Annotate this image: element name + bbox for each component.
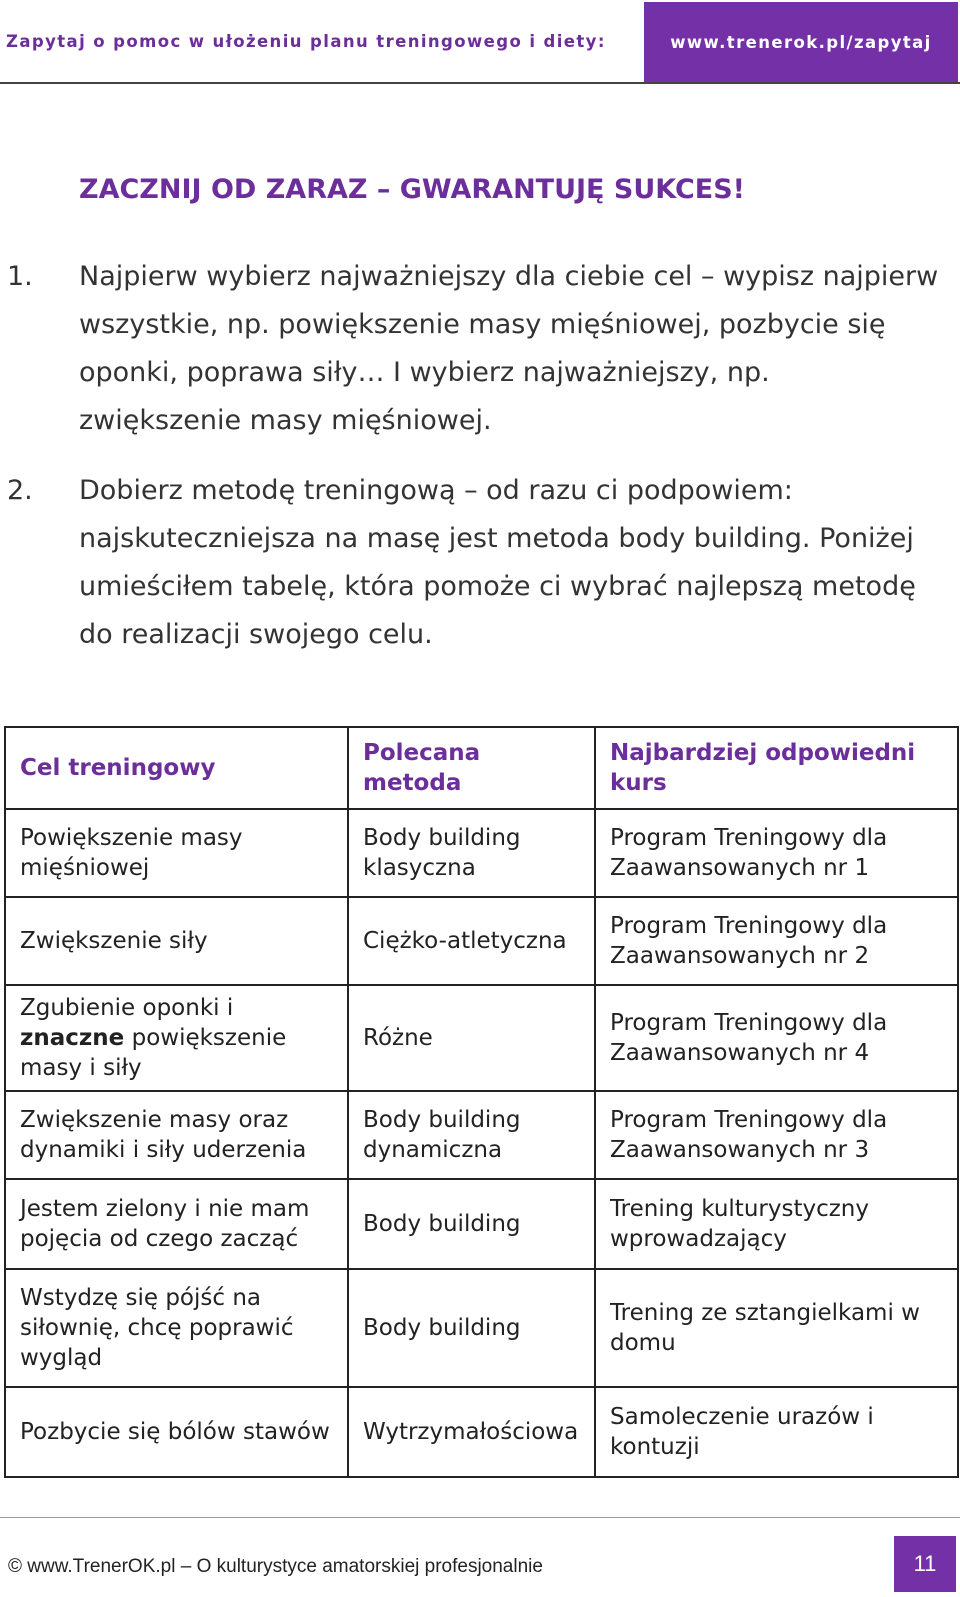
- goal-cell: Pozbycie się bólów stawów: [5, 1387, 348, 1477]
- table-row: [5, 1269, 958, 1387]
- table-row: [5, 1387, 958, 1477]
- goal-cell: Jestem zielony i nie mam pojęcia od czego zacząć: [5, 1179, 348, 1269]
- header-prompt: Zapytaj o pomoc w ułożeniu planu treningowego i diety:: [6, 32, 606, 51]
- list-text: Dobierz metodę treningową – od razu ci podpowiem: najskuteczniejsza na masę jest metoda body building. Poniżej umieściłem tabelę, która pomoże ci wybrać najlepszą metodę do realizacji swojego celu.: [79, 475, 916, 650]
- course-cell: Program Treningowy dla Zaawansowanych nr 2: [595, 897, 958, 985]
- header-goal: Cel treningowy: [5, 727, 348, 809]
- course-cell: Trening ze sztangielkami w domu: [595, 1269, 958, 1387]
- method-cell: Body building dynamiczna: [348, 1091, 595, 1179]
- course-cell: Program Treningowy dla Zaawansowanych nr 4: [595, 985, 958, 1091]
- goal-text: Zgubienie oponki i: [20, 995, 234, 1021]
- goal-cell: [5, 985, 348, 1091]
- method-cell: Body building: [348, 1269, 595, 1387]
- method-cell: Różne: [348, 985, 595, 1091]
- footer-text: © www.TrenerOK.pl – O kulturystyce amatorskiej profesjonalnie: [8, 1556, 543, 1577]
- list-number: 2.: [7, 475, 33, 506]
- goal-cell: Zwiększenie siły: [5, 897, 348, 985]
- table-row: [5, 809, 958, 897]
- method-cell: Wytrzymałościowa: [348, 1387, 595, 1477]
- section-heading: ZACZNIJ OD ZARAZ – GWARANTUJĘ SUKCES!: [79, 174, 745, 205]
- goal-cell: Zwiększenie masy oraz dynamiki i siły uderzenia: [5, 1091, 348, 1179]
- goal-cell: Wstydzę się pójść na siłownię, chcę poprawić wygląd: [5, 1269, 348, 1387]
- goal-text: powiększenie masy i siły: [20, 1025, 287, 1081]
- course-cell: Samoleczenie urazów i kontuzji: [595, 1387, 958, 1477]
- method-cell: Body building klasyczna: [348, 809, 595, 897]
- page-header: [0, 0, 960, 84]
- table-row: [5, 1179, 958, 1269]
- list-text: Najpierw wybierz najważniejszy dla ciebie cel – wypisz najpierw wszystkie, np. powiększenie masy mięśniowej, pozbycie się oponki, poprawa siły… I wybierz najważniejszy, np. zwiększenie masy mięśniowej.: [79, 261, 939, 436]
- goal-cell: Powiększenie masy mięśniowej: [5, 809, 348, 897]
- footer-divider: [0, 1517, 960, 1518]
- goal-emphasis: znaczne: [20, 1025, 125, 1051]
- list-number: 1.: [7, 261, 33, 292]
- method-cell: Ciężko-atletyczna: [348, 897, 595, 985]
- course-cell: Trening kulturystyczny wprowadzający: [595, 1179, 958, 1269]
- table-row: [5, 897, 958, 985]
- table-row: [5, 985, 958, 1091]
- header-course: Najbardziej odpowiedni kurs: [595, 727, 958, 809]
- header-method: Polecana metoda: [348, 727, 595, 809]
- table-header-row: [5, 727, 958, 809]
- goals-table: [4, 726, 959, 1478]
- course-cell: Program Treningowy dla Zaawansowanych nr 1: [595, 809, 958, 897]
- header-link[interactable]: www.trenerok.pl/zapytaj: [644, 2, 958, 82]
- page-number: 11: [894, 1536, 956, 1592]
- table-row: [5, 1091, 958, 1179]
- method-cell: Body building: [348, 1179, 595, 1269]
- course-cell: Program Treningowy dla Zaawansowanych nr 3: [595, 1091, 958, 1179]
